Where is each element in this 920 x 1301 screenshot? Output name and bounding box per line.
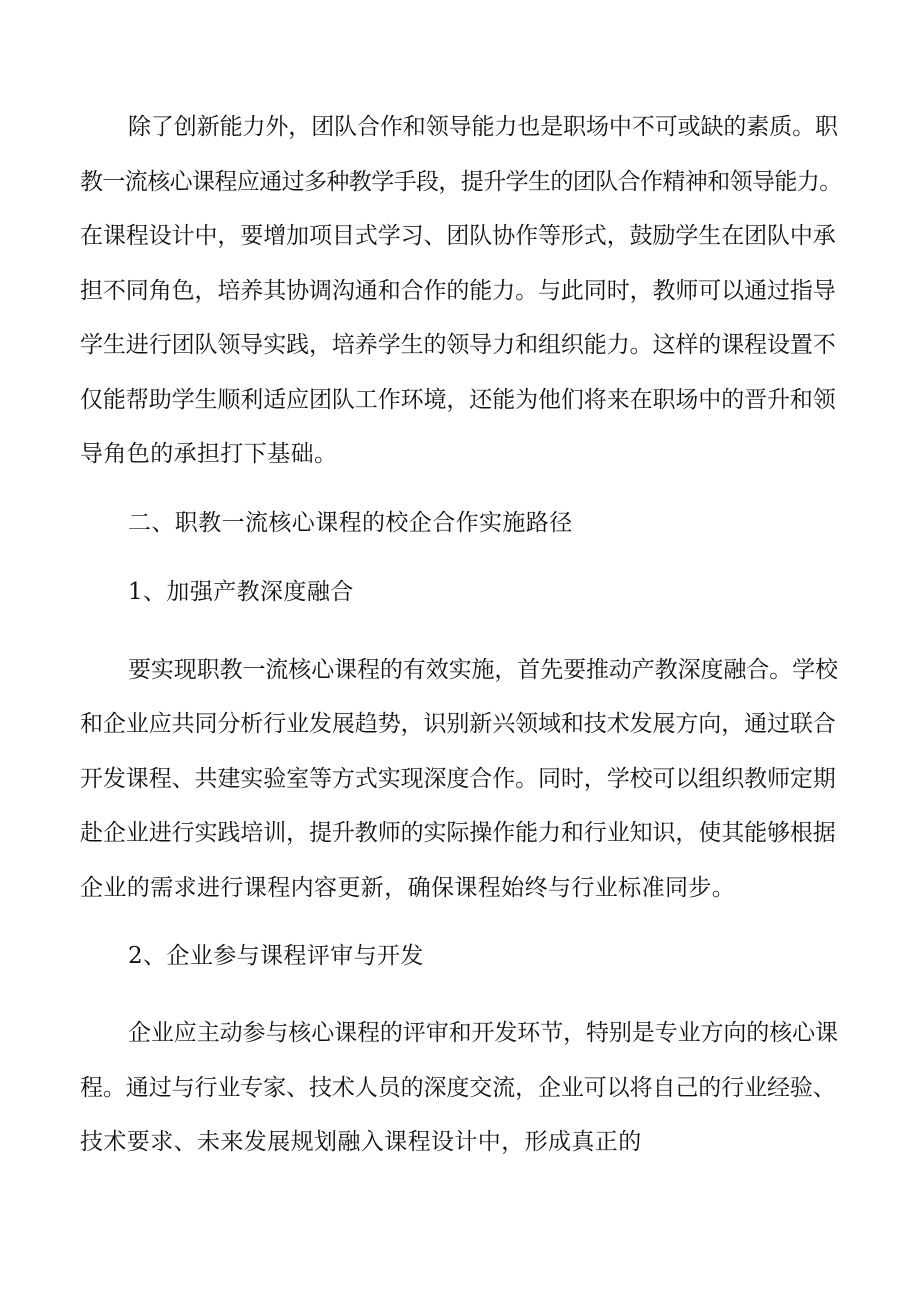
paragraph-1-line-1: 除了创新能力外，团队合作和领导能力也是职场中不可或缺的素质。职: [128, 114, 838, 140]
paragraph-2-line-1: 要实现职教一流核心课程的有效实施，首先要推动产教深度融合。学校: [128, 657, 838, 683]
section-heading: 二、职教一流核心课程的校企合作实施路径: [128, 510, 573, 536]
subsection-heading-2: 2、企业参与课程评审与开发: [128, 943, 424, 969]
paragraph-2-line-2: 和企业应共同分析行业发展趋势，识别新兴领域和技术发展方向，通过联合: [80, 711, 836, 737]
paragraph-3-line-1: 企业应主动参与核心课程的评审和开发环节，特别是专业方向的核心课: [128, 1020, 838, 1046]
paragraph-2-line-3: 开发课程、共建实验室等方式实现深度合作。同时，学校可以组织教师定期: [80, 766, 836, 792]
paragraph-2-line-5: 企业的需求进行课程内容更新，确保课程始终与行业标准同步。: [80, 875, 736, 901]
paragraph-3-line-3: 技术要求、未来发展规划融入课程设计中，形成真正的: [80, 1129, 642, 1155]
paragraph-3-line-2: 程。通过与行业专家、技术人员的深度交流，企业可以将自己的行业经验、: [80, 1075, 836, 1101]
paragraph-1-line-5: 学生进行团队领导实践，培养学生的领导力和组织能力。这样的课程设置不: [80, 332, 836, 358]
paragraph-1-line-6: 仅能帮助学生顺利适应团队工作环境，还能为他们将来在职场中的晋升和领: [80, 387, 836, 413]
paragraph-1-line-3: 在课程设计中，要增加项目式学习、团队协作等形式，鼓励学生在团队中承: [80, 223, 836, 249]
subsection-heading-1: 1、加强产教深度融合: [128, 579, 354, 605]
paragraph-1-line-2: 教一流核心课程应通过多种教学手段，提升学生的团队合作精神和领导能力。: [80, 169, 842, 195]
paragraph-2-line-4: 赴企业进行实践培训，提升教师的实际操作能力和行业知识，使其能够根据: [80, 820, 836, 846]
paragraph-1-line-4: 担不同角色，培养其协调沟通和合作的能力。与此同时，教师可以通过指导: [80, 278, 836, 304]
paragraph-1-line-7: 导角色的承担打下基础。: [80, 441, 338, 467]
